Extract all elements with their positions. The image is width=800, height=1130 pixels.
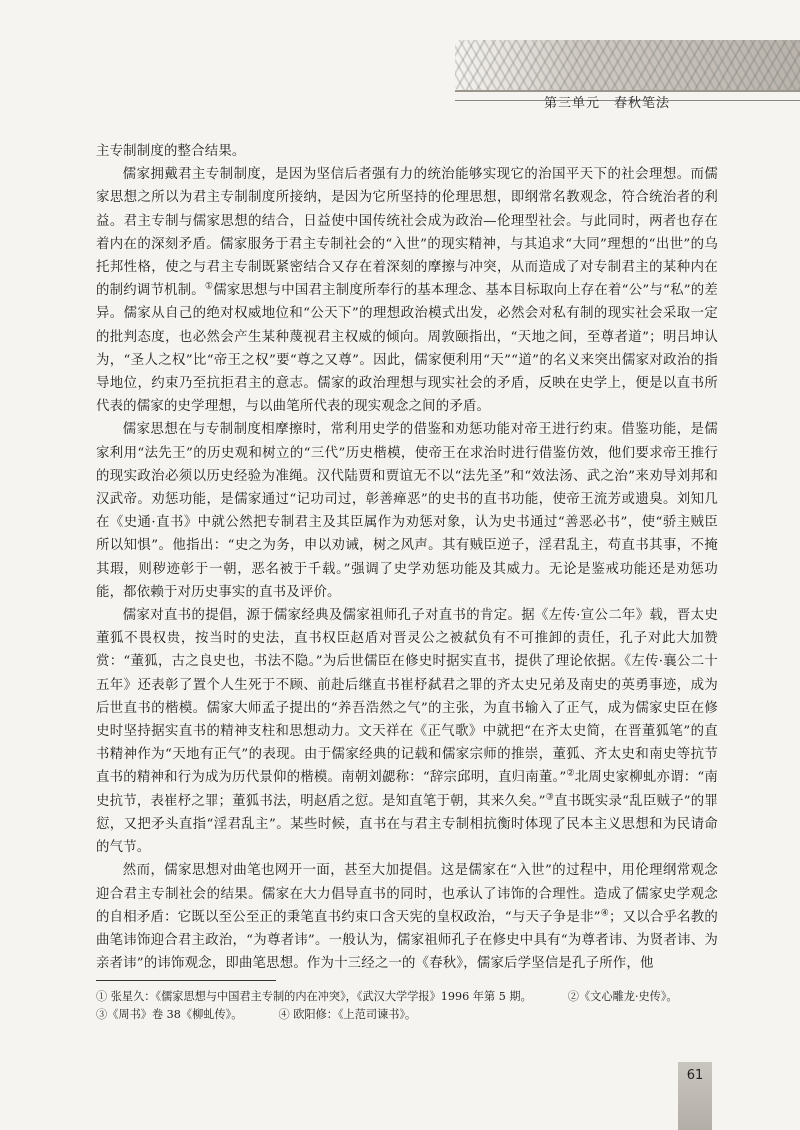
unit-label: 第三单元	[543, 96, 600, 111]
paragraph	[96, 163, 718, 418]
paragraph-text: 直书既实录“乱臣贼子”的罪愆，又把矛头直指“淫君乱主”。某些时候，直书在与君主专制相抗衡时体现了民本主义思想和为民请命的气节。	[96, 793, 718, 856]
footnote-3: ③《周书》卷 38《柳虬传》。	[96, 1008, 243, 1021]
page-number: 61	[686, 1068, 704, 1083]
paragraph: 主专制制度的整合结果。	[96, 144, 246, 159]
footnote-row	[96, 988, 736, 1006]
paragraph-text: 儒家思想与中国君主制度所奉行的基本理念、基本目标取向上存在着“公”与“私”的差异。儒家从自己的绝对权威地位和“公天下”的理想政治模式出发，必然会对私有制的现实社会采取一定的批判态度，也必然会产生某种蔑视君主权威的倾向。周敦颐指出，“天地之间，至尊者道”；明吕坤认为，“圣人之权”比“帝王之权”要“尊之又尊”。因此，儒家便利用“天”“道”的名义来突出儒家对政治的指导地位，约束乃至抗拒君主的意志。儒家的政治理想与现实社会的矛盾，反映在史学上，便是以直书所代表的儒家的史学理想，与以曲笔所代表的现实观念之间的矛盾。	[96, 283, 718, 415]
body-text	[96, 140, 718, 975]
unit-title: 春秋笔法	[613, 96, 670, 111]
footnote-rule	[96, 980, 276, 981]
footnote-ref: ②	[566, 769, 575, 780]
footnote-4: ④ 欧阳修：《上范司谏书》。	[278, 1008, 417, 1021]
footnote-1: ① 张星久：《儒家思想与中国君主专制的内在冲突》，《武汉大学学报》1996 年第 5 期。	[96, 990, 532, 1003]
paragraph-text: 儒家对直书的提倡，源于儒家经典及儒家祖师孔子对直书的肯定。据《左传·宣公二年》载，晋太史董狐不畏权贵，按当时的史法，直书权臣赵盾对晋灵公之被弑负有不可推卸的责任，孔子对此大加赞赏：“董狐，古之良史也，书法不隐。”为后世儒臣在修史时据实直书，提供了理论依据。《左传·襄公二十五年》还表彰了置个人生死于不顾、前赴后继直书崔杼弑君之罪的齐太史兄弟及南史的英勇事迹，成为后世直书的楷模。儒家大师孟子提出的“养吾浩然之气”的主张，为直书输入了正气，成为儒家史臣在修史时坚持据实直书的精神支柱和思想动力。文天祥在《正气歌》中就把“在齐太史简，在晋董狐笔”的直书精神作为“天地有正气”的表现。由于儒家经典的记载和儒家宗师的推崇，董狐、齐太史和南史等抗节直书的精神和行为成为历代景仰的楷模。南朝刘勰称：“辞宗邱明，直归南董。”	[96, 608, 718, 786]
paragraph	[96, 859, 718, 975]
paragraph-text: ；又以合乎名教的曲笔讳饰迎合君主政治，“为尊者讳”。一般认为，儒家祖师孔子在修史中具有“为尊者讳、为贤者讳、为亲者讳”的讳饰观念，即曲笔思想。作为十三经之一的《春秋》，儒家后学坚信是孔子所作，他	[96, 909, 718, 972]
footnote-ref: ①	[204, 281, 214, 292]
footnote-row	[96, 1006, 736, 1024]
header-ornament	[455, 40, 800, 90]
footnotes	[96, 988, 736, 1024]
paragraph-text: 然而，儒家思想对曲笔也网开一面，甚至大加提倡。这是儒家在“入世”的过程中，用伦理纲常观念迎合君主专制社会的结果。儒家在大力倡导直书的同时，也承认了讳饰的合理性。造成了儒家史学观念的自相矛盾：它既以至公至正的秉笔直书约束口含天宪的皇权政治，“与天子争是非”	[96, 863, 718, 925]
footnote-ref: ③	[545, 792, 555, 803]
paragraph-text: 北周史家柳虬亦谓：“南史抗节，表崔杼之罪；董狐书法，明赵盾之愆。是知直笔于朝，其来久矣。”	[96, 770, 718, 809]
paragraph	[96, 604, 718, 859]
paragraph: 儒家思想在与专制制度相摩擦时，常利用史学的借鉴和劝惩功能对帝王进行约束。借鉴功能，是儒家利用“法先王”的历史观和树立的“三代”历史楷模，使帝王在求治时进行借鉴仿效，他们要求帝王推行的现实政治必须以历史经验为准绳。汉代陆贾和贾谊无不以“法先圣”和“效法汤、武之治”来劝导刘邦和汉武帝。劝惩功能，是儒家通过“记功司过，彰善瘅恶”的史书的直书功能，使帝王流芳或遗臭。刘知几在《史通·直书》中就公然把专制君主及其臣属作为劝惩对象，认为史书通过“善恶必书”，使“骄主贼臣所以知惧”。他指出：“史之为务，申以劝诫，树之风声。其有贼臣逆子，淫君乱主，苟直书其事，不掩其瑕，则秽迹彰于一朝，恶名被于千载。”强调了史学劝惩功能及其威力。无论是鉴戒功能还是劝惩功能，都依赖于对历史事实的直书及评价。	[96, 422, 718, 600]
paragraph-text: 儒家拥戴君主专制制度，是因为坚信后者强有力的统治能够实现它的治国平天下的社会理想。而儒家思想之所以为君主专制制度所接纳，是因为它所坚持的伦理思想，即纲常名教观念，符合统治者的利益。君主专制与儒家思想的结合，日益使中国传统社会成为政治—伦理型社会。与此同时，两者也存在着内在的深刻矛盾。儒家服务于君主专制社会的“入世”的现实精神，与其追求“大同”理想的“出世”的乌托邦性格，使之与君主专制既紧密结合又存在着深刻的摩擦与冲突，从而造成了对专制君主的某种内在的制约调节机制。	[96, 167, 718, 299]
footnote-ref: ④	[600, 908, 610, 919]
footnote-2: ②《文心雕龙·史传》。	[567, 990, 678, 1003]
running-header	[544, 92, 670, 111]
